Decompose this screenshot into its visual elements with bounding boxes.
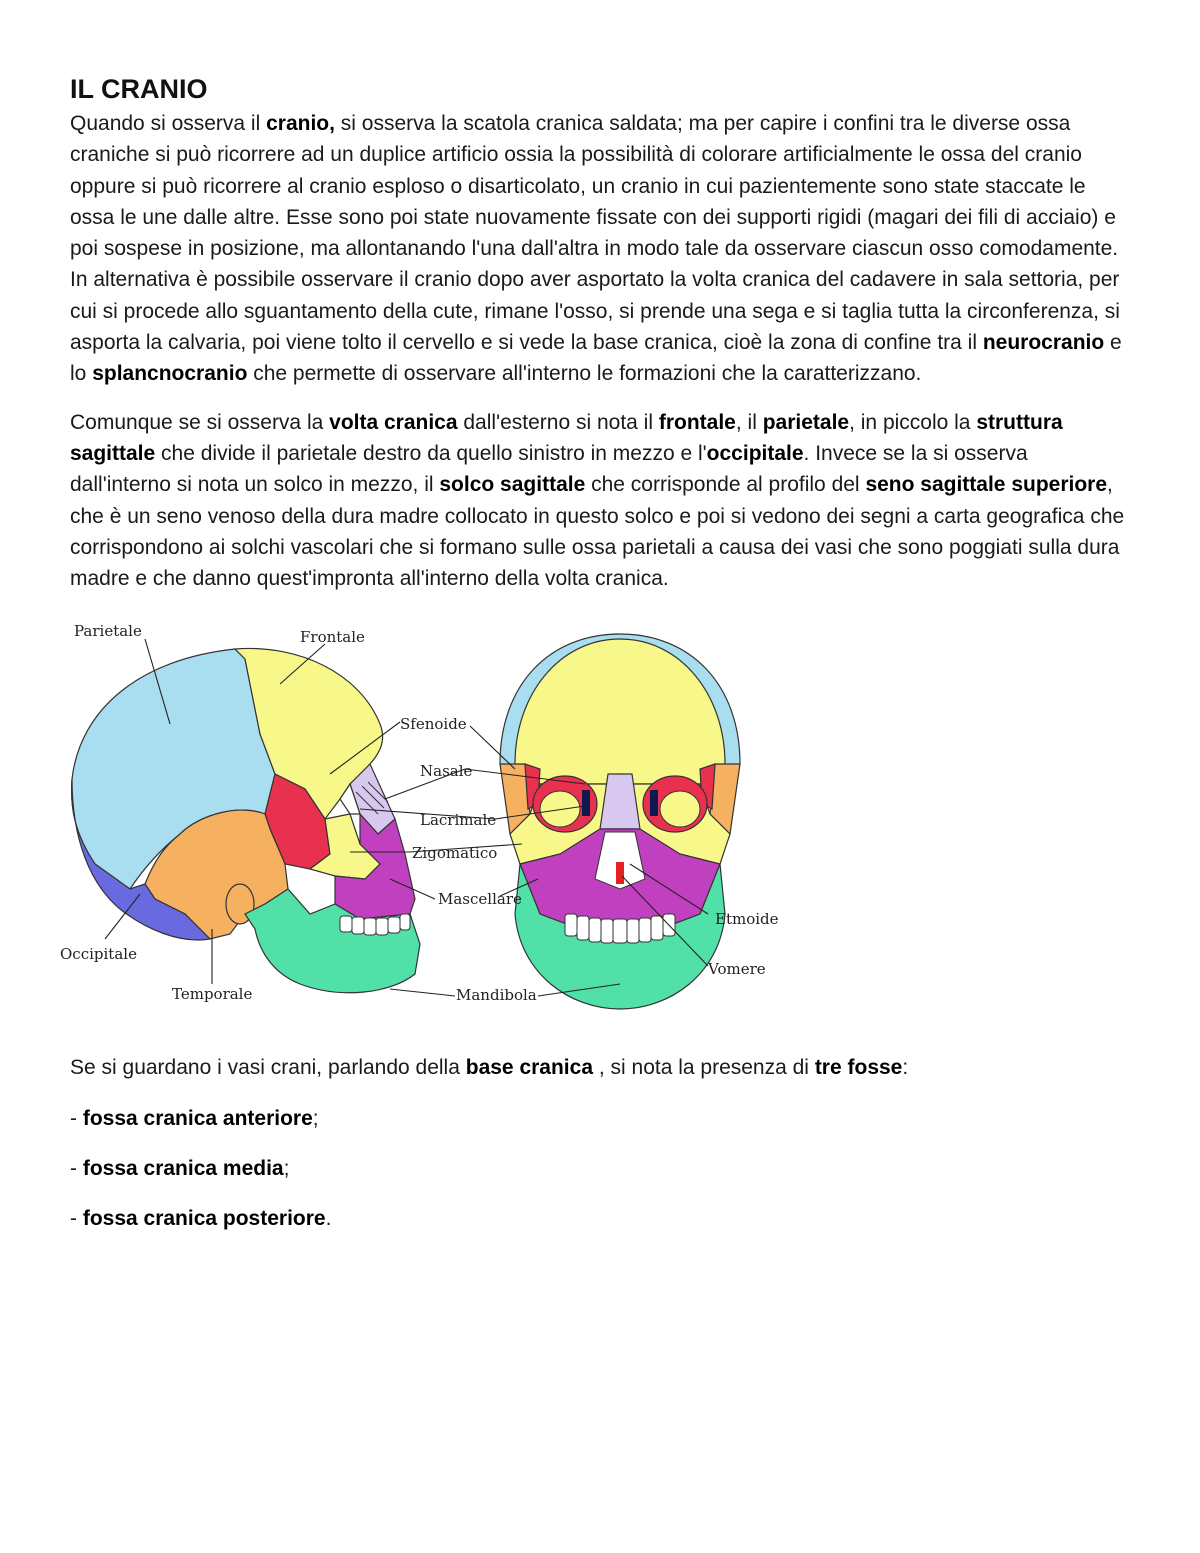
front-bone-vomere	[616, 862, 624, 884]
page-title: IL CRANIO	[70, 74, 208, 104]
frontal-skull	[500, 634, 740, 1009]
orbit-left-inner	[540, 791, 580, 827]
bold-term: parietale	[762, 410, 850, 434]
text-run: Se si guardano i vasi crani, parlando della	[70, 1056, 466, 1080]
paragraph-base-cranica	[70, 1052, 1132, 1083]
list-suffix: ;	[312, 1106, 319, 1130]
orbit-right-inner	[660, 791, 700, 827]
text-run: Comunque se si osserva la	[70, 410, 330, 434]
label-sfenoide: Sfenoide	[400, 715, 467, 734]
list-term: fossa cranica anteriore	[82, 1106, 313, 1130]
text-run: che divide il parietale destro da quello sinistro in mezzo e l'	[155, 441, 707, 465]
bold-term: solco sagittale	[439, 473, 586, 497]
bold-term: tre fosse	[814, 1056, 903, 1080]
label-lacrimale: Lacrimale	[420, 811, 497, 830]
bold-term: occipitale	[706, 441, 804, 465]
list-item	[70, 1103, 1132, 1134]
list-item	[70, 1203, 1132, 1234]
text-run: che corrisponde al profilo del	[585, 473, 866, 497]
bold-term: volta cranica	[329, 410, 458, 434]
lacrimal-right	[650, 790, 658, 816]
bold-term: struttura sagittale	[70, 410, 1063, 465]
list-term: fossa cranica media	[82, 1157, 284, 1181]
text-run: dall'esterno si nota il	[457, 410, 659, 434]
text-run: , che è un seno venoso della dura madre collocato in questo solco e poi si vedono dei segni a carta geografica che corrispondono ai solchi vascolari che si formano sulle ossa parietali a causa dei vasi che sono poggiati sulla dura madre e che danno quest'impronta all'interno della volta cranica.	[70, 473, 1125, 591]
label-occipitale: Occipitale	[60, 945, 137, 964]
list-bullet: -	[70, 1157, 83, 1181]
text-run: si osserva la scatola cranica saldata; ma per capire i confini tra le diverse ossa craniche si può ricorrere ad un duplice artificio ossia la possibilità di colorare artificialmente le ossa del cranio oppure si può ricorrere al cranio esploso o disarticolato, un cranio in cui pazientemente sono state staccate le ossa le une dalle altre. Esse sono poi state nuovamente fissate con dei supporti rigidi (magari dei fili di acciaio) e poi sospese in posizione, ma allontanando l'una dall'altra in modo tale da osservare ciascun osso comodamente. In alternativa è possibile osservare il cranio dopo aver asportato la volta cranica del cadavere in sala settoria, per cui si procede allo sguantamento della cute, rimane l'osso, si prende una sega e si taglia tutta la circonferenza, si asporta la calvaria, poi viene tolto il cervello e si vede la base cranica, cioè la zona di confine tra il	[70, 112, 1120, 355]
list-bullet: -	[70, 1207, 83, 1231]
label-etmoide: Etmoide	[715, 910, 779, 929]
text-run: , si nota la presenza di	[593, 1056, 815, 1080]
text-run: e lo	[70, 331, 1122, 386]
label-mandibola: Mandibola	[456, 986, 537, 1005]
text-run: che permette di osservare all'interno le formazioni che la caratterizzano.	[247, 362, 922, 386]
list-bullet: -	[70, 1106, 83, 1130]
text-run: Quando si osserva il	[70, 112, 267, 135]
skull-figure	[60, 614, 790, 1024]
bold-term-cranio: cranio,	[266, 112, 335, 135]
bold-term: frontale	[658, 410, 736, 434]
paragraph-volta-cranica	[70, 407, 1132, 595]
label-temporale: Temporale	[172, 985, 253, 1004]
label-zigomatico: Zigomatico	[412, 844, 498, 863]
lateral-skull	[72, 649, 420, 993]
label-nasale: Nasale	[420, 762, 473, 781]
bold-term: seno sagittale superiore	[865, 473, 1108, 497]
lacrimal-left	[582, 790, 590, 816]
text-run: :	[902, 1056, 909, 1080]
label-frontale: Frontale	[300, 628, 365, 647]
bold-term-neurocranio: neurocranio	[982, 331, 1105, 355]
document-page	[60, 72, 1132, 1235]
text-run: . Invece se la si osserva dall'interno si nota un solco in mezzo, il	[70, 441, 1028, 497]
skull-diagram	[60, 614, 790, 1024]
text-run: , il	[735, 410, 763, 434]
list-item	[70, 1153, 1132, 1184]
label-vomere: Vomere	[708, 960, 766, 979]
paragraph-intro	[70, 108, 1132, 390]
bold-term-splancnocranio: splancnocranio	[92, 362, 248, 386]
label-mascellare: Mascellare	[438, 890, 522, 909]
text-run: , in piccolo la	[849, 410, 977, 434]
list-suffix: ;	[283, 1157, 290, 1181]
label-parietale: Parietale	[74, 622, 142, 641]
list-suffix: .	[325, 1207, 332, 1231]
bold-term: base cranica	[465, 1056, 594, 1080]
list-term: fossa cranica posteriore	[82, 1207, 326, 1231]
